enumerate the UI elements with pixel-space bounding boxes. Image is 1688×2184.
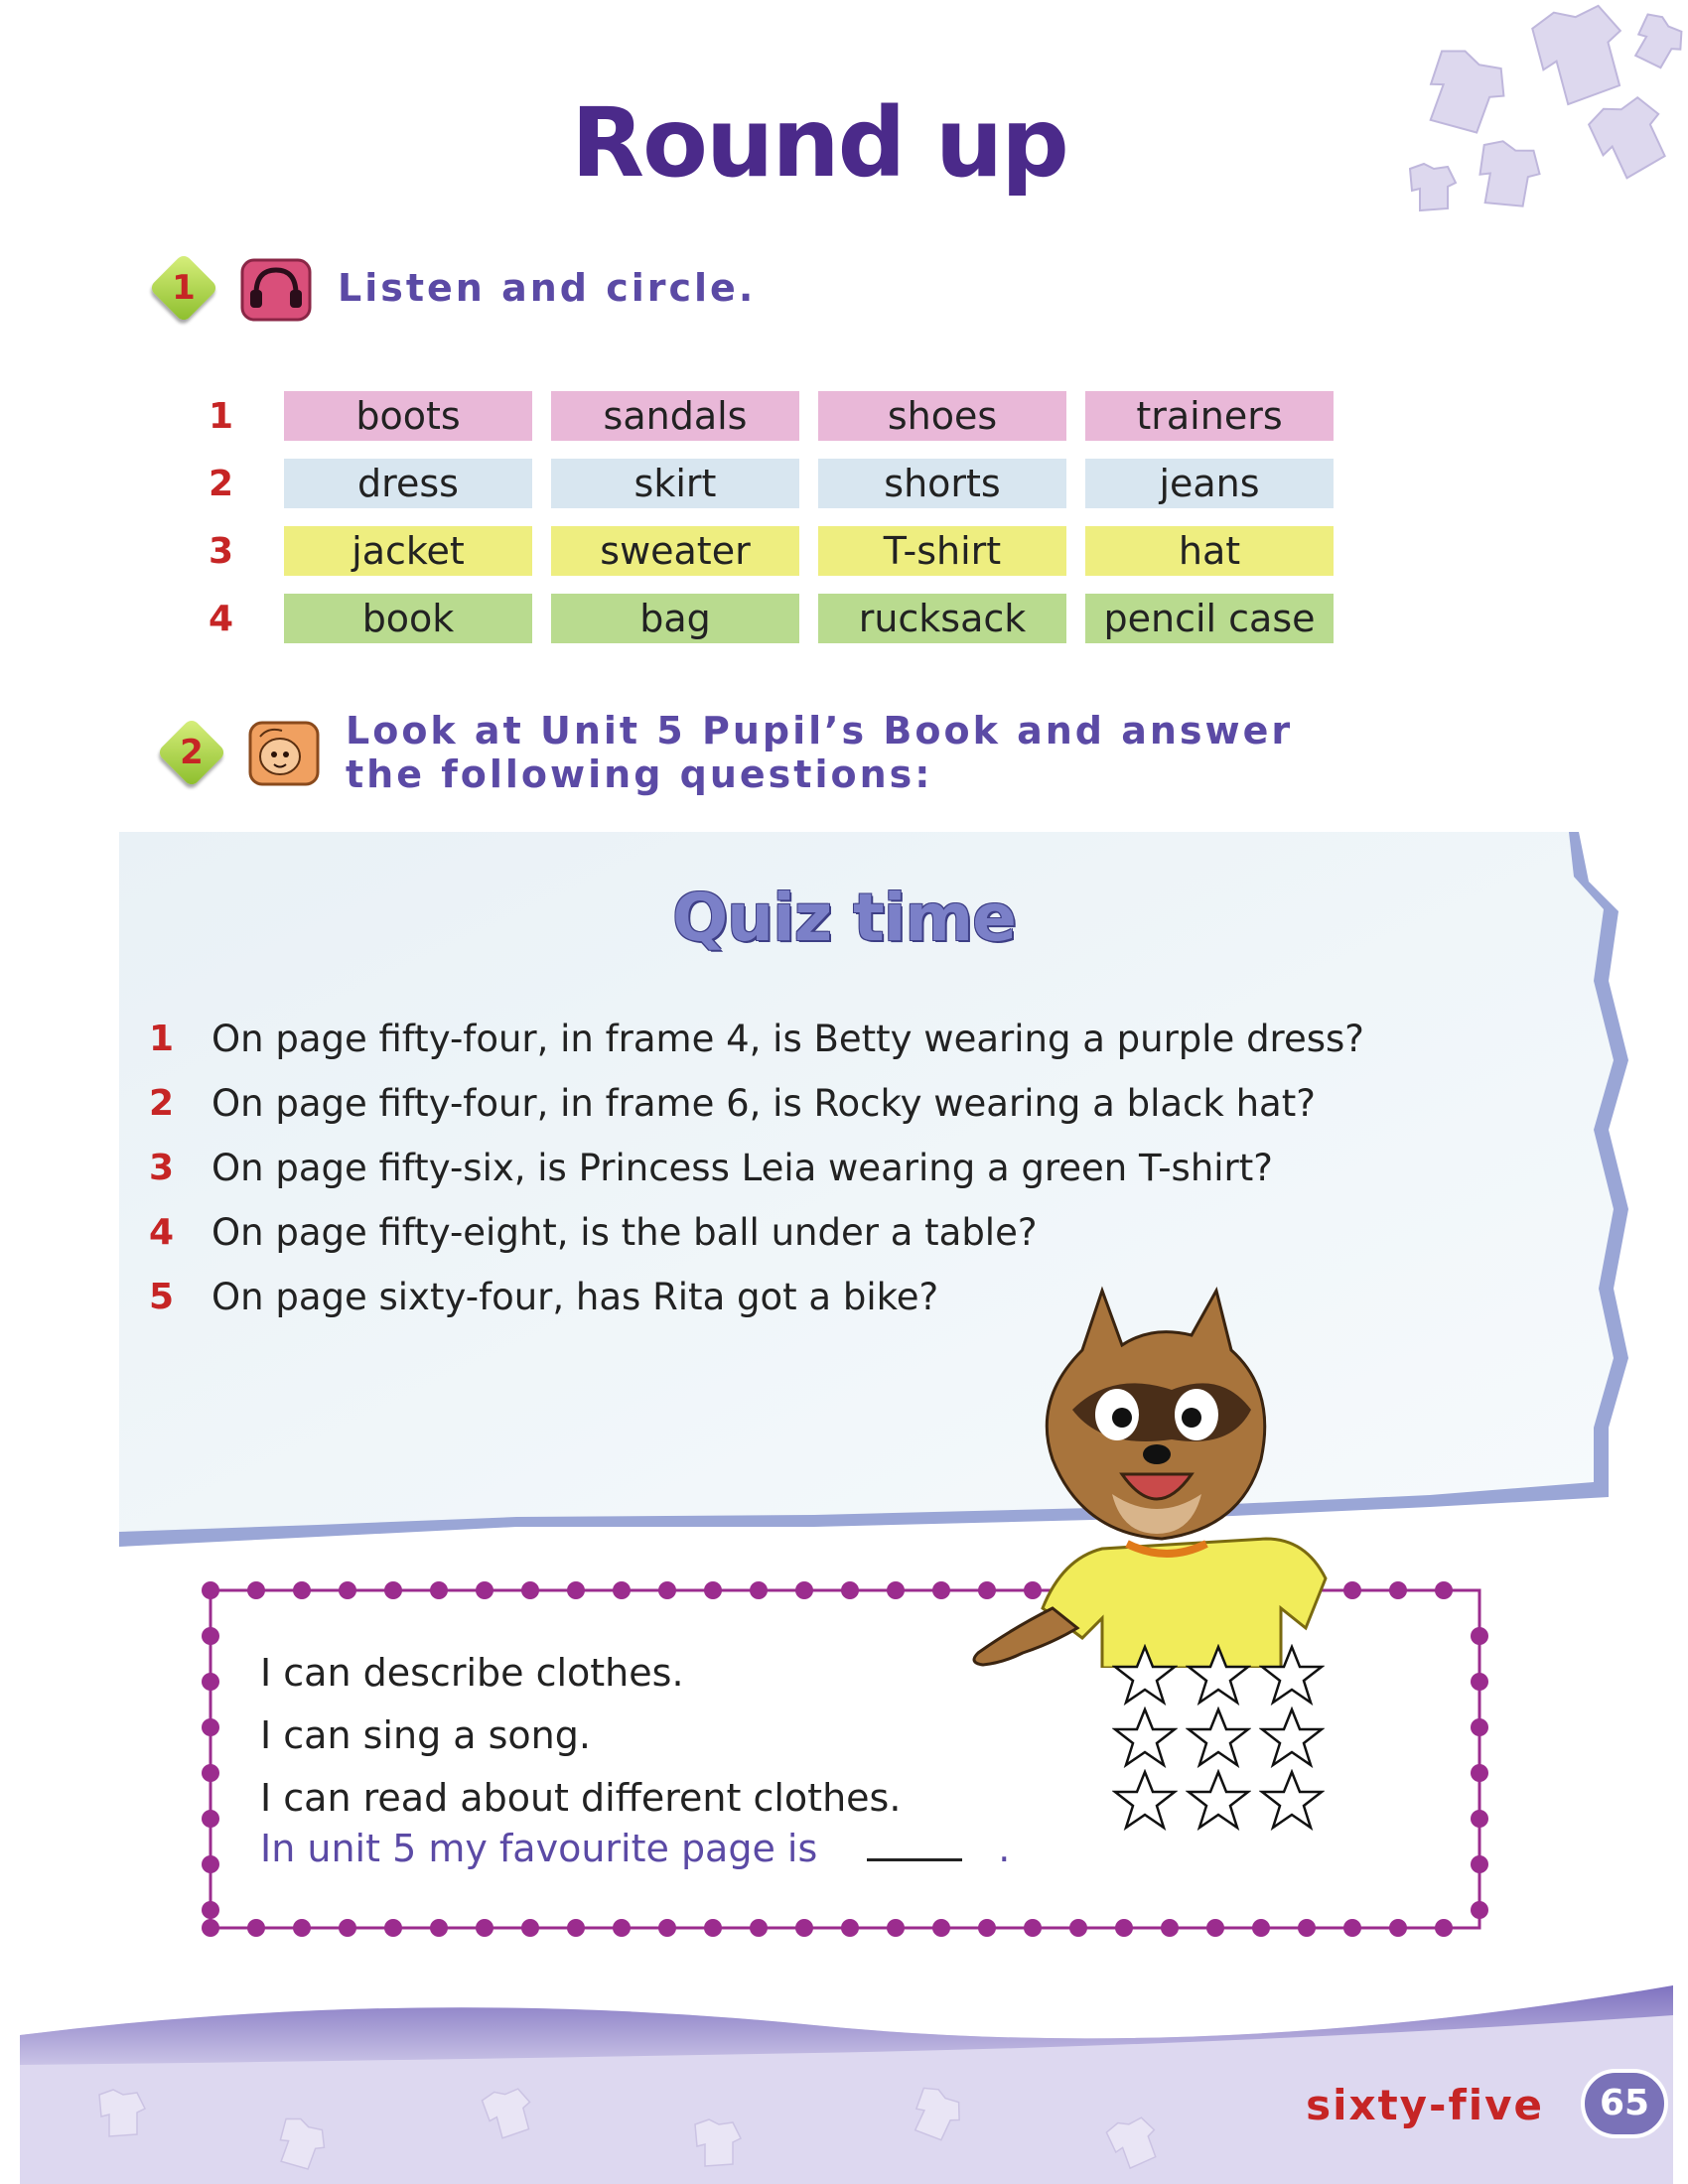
- border-dot: [887, 1919, 905, 1937]
- word-cell[interactable]: sweater: [551, 526, 799, 576]
- raccoon-mascot-icon: [953, 1251, 1370, 1668]
- border-dot: [384, 1581, 402, 1599]
- page-title: Round up: [571, 87, 1067, 199]
- word-cell[interactable]: bag: [551, 594, 799, 643]
- border-dot: [202, 1919, 219, 1937]
- word-cell[interactable]: hat: [1085, 526, 1334, 576]
- border-dot: [1389, 1581, 1407, 1599]
- border-dot: [750, 1919, 768, 1937]
- border-dot: [1471, 1718, 1488, 1736]
- border-dot: [704, 1919, 722, 1937]
- list-item: [149, 1136, 1364, 1200]
- border-dot: [1471, 1810, 1488, 1828]
- can-do-line: I can describe clothes.: [260, 1651, 684, 1695]
- star-icon[interactable]: [1259, 1769, 1325, 1831]
- border-dot: [476, 1581, 493, 1599]
- question-number: 1: [149, 1019, 175, 1059]
- question-text: On page fifty-four, in frame 4, is Betty wearing a purple dress?: [211, 1018, 1364, 1060]
- word-cell[interactable]: rucksack: [818, 594, 1066, 643]
- border-dot: [384, 1919, 402, 1937]
- speaking-bubble-icon: [244, 715, 324, 790]
- border-dot: [202, 1718, 219, 1736]
- border-dot: [613, 1919, 631, 1937]
- border-dot: [750, 1581, 768, 1599]
- word-cell[interactable]: boots: [284, 391, 532, 441]
- word-cell[interactable]: shoes: [818, 391, 1066, 441]
- border-dot: [202, 1855, 219, 1873]
- grid-row: [209, 526, 1352, 576]
- list-item: [149, 1007, 1364, 1071]
- border-dot: [521, 1581, 539, 1599]
- headphones-icon: [236, 250, 316, 326]
- star-icon[interactable]: [1186, 1706, 1251, 1768]
- border-dot: [293, 1919, 311, 1937]
- border-dot: [202, 1901, 219, 1919]
- favourite-page-blank[interactable]: [867, 1840, 962, 1861]
- question-number: 4: [149, 1212, 175, 1253]
- exercise-2-instruction: Look at Unit 5 Pupil’s Book and answer the following questions:: [346, 709, 1294, 796]
- page-number-words: sixty-five: [1306, 2081, 1544, 2129]
- border-dot: [247, 1581, 265, 1599]
- border-dot: [1471, 1627, 1488, 1645]
- border-dot: [1115, 1919, 1133, 1937]
- star-icon[interactable]: [1259, 1644, 1325, 1706]
- border-dot: [841, 1581, 859, 1599]
- word-cell[interactable]: skirt: [551, 459, 799, 508]
- exercise-1-instruction: Listen and circle.: [338, 266, 757, 310]
- can-do-line: I can sing a song.: [260, 1713, 591, 1757]
- favourite-page-text: In unit 5 my favourite page is: [260, 1827, 818, 1870]
- row-number: 4: [209, 598, 234, 639]
- border-dot: [932, 1581, 950, 1599]
- border-dot: [202, 1764, 219, 1782]
- border-dot: [1471, 1901, 1488, 1919]
- border-dot: [430, 1919, 448, 1937]
- border-dot: [1343, 1919, 1361, 1937]
- exercise-1-heading: [149, 250, 756, 326]
- question-text: On page fifty-eight, is the ball under a table?: [211, 1211, 1038, 1254]
- border-dot: [202, 1581, 219, 1599]
- star-row: [1112, 1769, 1333, 1832]
- border-dot: [567, 1919, 585, 1937]
- border-dot: [1435, 1581, 1453, 1599]
- grid-row: [209, 391, 1352, 441]
- border-dot: [1471, 1764, 1488, 1782]
- question-text: On page fifty-four, in frame 6, is Rocky wearing a black hat?: [211, 1082, 1316, 1125]
- border-dot: [978, 1919, 996, 1937]
- star-icon[interactable]: [1259, 1706, 1325, 1768]
- question-number: 3: [149, 1148, 175, 1188]
- border-dot: [339, 1919, 356, 1937]
- star-icon[interactable]: [1112, 1644, 1178, 1706]
- question-number: 2: [149, 1083, 175, 1124]
- star-icon[interactable]: [1112, 1706, 1178, 1768]
- star-rating: [1112, 1644, 1333, 1832]
- row-number: 2: [209, 463, 234, 504]
- star-icon[interactable]: [1186, 1644, 1251, 1706]
- border-dot: [1069, 1919, 1087, 1937]
- border-dot: [339, 1581, 356, 1599]
- word-cell[interactable]: trainers: [1085, 391, 1334, 441]
- border-dot: [293, 1581, 311, 1599]
- row-number: 3: [209, 530, 234, 572]
- row-number: 1: [209, 395, 234, 437]
- border-dot: [1471, 1855, 1488, 1873]
- border-dot: [1206, 1919, 1224, 1937]
- list-item: [149, 1071, 1364, 1136]
- border-dot: [658, 1919, 676, 1937]
- border-dot: [202, 1627, 219, 1645]
- border-dot: [1252, 1919, 1270, 1937]
- word-cell[interactable]: dress: [284, 459, 532, 508]
- word-cell[interactable]: sandals: [551, 391, 799, 441]
- word-cell[interactable]: pencil case: [1085, 594, 1334, 643]
- border-dot: [1471, 1673, 1488, 1691]
- exercise-number-badge: 1: [149, 253, 218, 323]
- exercise-2-heading: [157, 709, 1293, 796]
- border-dot: [247, 1919, 265, 1937]
- border-dot: [1161, 1919, 1179, 1937]
- page-number-badge: 65: [1581, 2069, 1668, 2138]
- star-icon[interactable]: [1112, 1769, 1178, 1831]
- border-dot: [841, 1919, 859, 1937]
- border-dot: [202, 1810, 219, 1828]
- favourite-page-end: .: [998, 1827, 1011, 1870]
- border-dot: [613, 1581, 631, 1599]
- word-cell[interactable]: book: [284, 594, 532, 643]
- border-dot: [430, 1581, 448, 1599]
- grid-row: [209, 459, 1352, 508]
- border-dot: [1298, 1919, 1316, 1937]
- question-number: 5: [149, 1277, 175, 1317]
- border-dot: [795, 1581, 813, 1599]
- question-text: On page fifty-six, is Princess Leia wearing a green T-shirt?: [211, 1147, 1273, 1189]
- border-dot: [1389, 1919, 1407, 1937]
- border-dot: [1435, 1919, 1453, 1937]
- footer-band: [20, 1976, 1673, 2184]
- star-row: [1112, 1644, 1333, 1706]
- word-cell[interactable]: shorts: [818, 459, 1066, 508]
- can-do-statements: [260, 1642, 901, 1830]
- border-dot: [795, 1919, 813, 1937]
- border-dot: [658, 1581, 676, 1599]
- can-do-line: I can read about different clothes.: [260, 1776, 902, 1820]
- word-cell[interactable]: T-shirt: [818, 526, 1066, 576]
- word-cell[interactable]: jeans: [1085, 459, 1334, 508]
- grid-row: [209, 594, 1352, 643]
- border-dot: [567, 1581, 585, 1599]
- word-grid: [209, 391, 1352, 661]
- star-icon[interactable]: [1186, 1769, 1251, 1831]
- word-cell[interactable]: jacket: [284, 526, 532, 576]
- border-dot: [202, 1673, 219, 1691]
- border-dot: [932, 1919, 950, 1937]
- border-dot: [887, 1581, 905, 1599]
- quiz-title: Quiz time: [672, 880, 1016, 956]
- border-dot: [521, 1919, 539, 1937]
- star-row: [1112, 1706, 1333, 1769]
- border-dot: [704, 1581, 722, 1599]
- border-dot: [1024, 1919, 1042, 1937]
- exercise-number-badge: 2: [157, 718, 226, 787]
- border-dot: [476, 1919, 493, 1937]
- favourite-page-line: [260, 1827, 1010, 1870]
- question-text: On page sixty-four, has Rita got a bike?: [211, 1276, 939, 1318]
